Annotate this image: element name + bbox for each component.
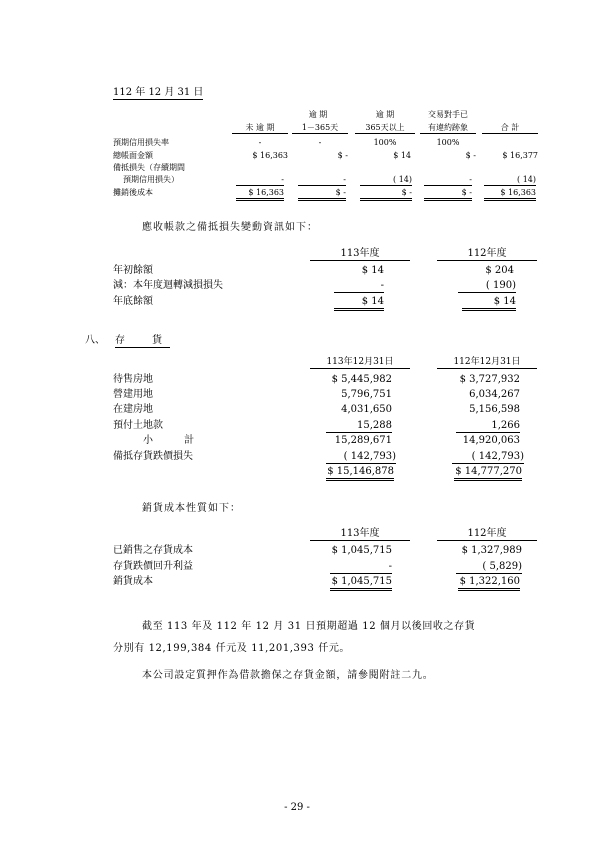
section-title: 存 貨 <box>115 335 175 346</box>
aging-row-label: 預期信用損失率 <box>113 138 169 147</box>
cost-col-112: 112年度 <box>437 528 537 541</box>
aging-col4-header: 有違約跡象 <box>420 123 476 134</box>
aging-cell: - <box>258 138 262 147</box>
inventory-cell: $ 5,445,982 <box>331 374 392 385</box>
aging-col1-header: 未 逾 期 <box>232 123 288 134</box>
inventory-cell: 1,266 <box>456 420 520 433</box>
allowance-cell: $ 14 <box>462 296 516 311</box>
aging-cell: 100% <box>436 138 460 147</box>
aging-col2-header-line1: 逾 期 <box>308 110 328 119</box>
inventory-cell: 14,920,063 <box>462 435 520 446</box>
aging-col5-header: 合 計 <box>482 123 538 134</box>
inventory-total: $ 14,777,270 <box>454 466 522 481</box>
cost-row-label: 銷貨成本 <box>113 576 153 587</box>
inventory-cell: 15,288 <box>326 420 392 433</box>
aging-cell: $ 16,363 <box>236 188 284 201</box>
allowance-intro: 應收帳款之備抵損失變動資訊如下： <box>142 222 318 233</box>
aging-cell: ( 14) <box>484 175 536 186</box>
aging-row-label: 總帳面金額 <box>113 151 153 160</box>
page-number: - 29 - <box>284 802 310 813</box>
aging-cell: 100% <box>373 138 397 147</box>
inventory-row-label: 在建房地 <box>113 404 153 415</box>
allowance-cell: $ 204 <box>485 265 514 276</box>
inventory-col-112: 112年12月31日 <box>437 357 537 369</box>
aging-cell: $ - <box>360 188 412 201</box>
aging-row-label: 備抵損失（存續期間 <box>113 163 185 172</box>
aging-cell: - <box>424 175 472 186</box>
aging-cell: - <box>298 175 346 186</box>
cost-of-sales-intro: 銷貨成本性質如下： <box>142 503 241 514</box>
cost-row-label: 已銷售之存貨成本 <box>113 545 193 556</box>
allowance-row-label: 年底餘額 <box>113 296 153 307</box>
inventory-cell: 5,796,751 <box>341 389 392 400</box>
aging-row-label: 預期信用損失） <box>123 175 179 184</box>
inventory-row-label: 營建用地 <box>113 389 153 400</box>
paragraph-2: 本公司設定質押作為借款擔保之存貨金額，請參閱附註二九。 <box>142 670 434 681</box>
inventory-total: $ 15,146,878 <box>326 466 394 481</box>
allowance-cell: ( 190) <box>458 280 516 293</box>
inventory-cell: 5,156,598 <box>469 404 520 415</box>
inventory-row-label: 備抵存貨跌價損失 <box>113 451 193 462</box>
cost-cell: $ 1,327,989 <box>461 545 522 556</box>
inventory-cell: 6,034,267 <box>469 389 520 400</box>
inventory-cell: 15,289,671 <box>334 435 392 446</box>
aging-cell: ( 14) <box>360 175 412 186</box>
cost-cell: - <box>330 561 392 574</box>
inventory-row-label: 待售房地 <box>113 374 153 385</box>
cost-cell: $ 1,045,715 <box>330 576 392 591</box>
aging-col4-header-line1: 交易對手已 <box>428 110 468 119</box>
aging-col3-header: 365天以上 <box>355 123 415 134</box>
aging-cell: $ - <box>424 188 472 201</box>
aging-row-label: 攤銷後成本 <box>113 188 153 197</box>
inventory-col-113: 113年12月31日 <box>310 357 410 369</box>
inventory-cell: $ 3,727,932 <box>459 374 520 385</box>
aging-cell: $ 16,363 <box>484 188 536 201</box>
allowance-cell: $ 14 <box>334 296 384 311</box>
paragraph-1-line-1: 截至 113 年及 112 年 12 月 31 日預期超過 12 個月以後回收之存貨 <box>142 621 476 632</box>
inventory-row-label: 預付土地款 <box>113 420 163 431</box>
allowance-col-112: 112年度 <box>437 248 537 261</box>
aging-cell: - <box>236 175 284 186</box>
inventory-cell: 4,031,650 <box>341 404 392 415</box>
cost-row-label: 存貨跌價回升利益 <box>113 561 193 572</box>
aging-cell: $ - <box>465 151 476 160</box>
aging-date-heading: 112 年 12 月 31 日 <box>113 87 204 98</box>
aging-cell: $ - <box>298 188 346 201</box>
inventory-cell: ( 142,793) <box>452 451 524 464</box>
paragraph-1-line-2: 分別有 12,199,384 仟元及 11,201,393 仟元。 <box>113 643 351 654</box>
aging-col3-header-line1: 逾 期 <box>375 110 395 119</box>
aging-cell: $ 14 <box>393 151 411 160</box>
allowance-row-label: 減：本年度迴轉減損損失 <box>113 280 223 291</box>
aging-cell: $ 16,377 <box>502 151 538 160</box>
cost-col-113: 113年度 <box>310 528 410 541</box>
aging-col2-header: 1－365天 <box>292 123 348 134</box>
allowance-cell: - <box>334 280 384 293</box>
cost-cell: ( 5,829) <box>456 561 522 574</box>
aging-cell: - <box>318 138 322 147</box>
allowance-row-label: 年初餘額 <box>113 265 153 276</box>
cost-cell: $ 1,322,160 <box>458 576 520 591</box>
aging-cell: $ - <box>337 151 348 160</box>
cost-cell: $ 1,045,715 <box>331 545 392 556</box>
inventory-row-label: 小 計 <box>143 435 209 446</box>
section-number: 八、 <box>85 335 105 346</box>
allowance-col-113: 113年度 <box>310 248 410 261</box>
inventory-cell: ( 142,793) <box>326 451 396 464</box>
aging-cell: $ 16,363 <box>252 151 288 160</box>
allowance-cell: $ 14 <box>361 265 384 276</box>
